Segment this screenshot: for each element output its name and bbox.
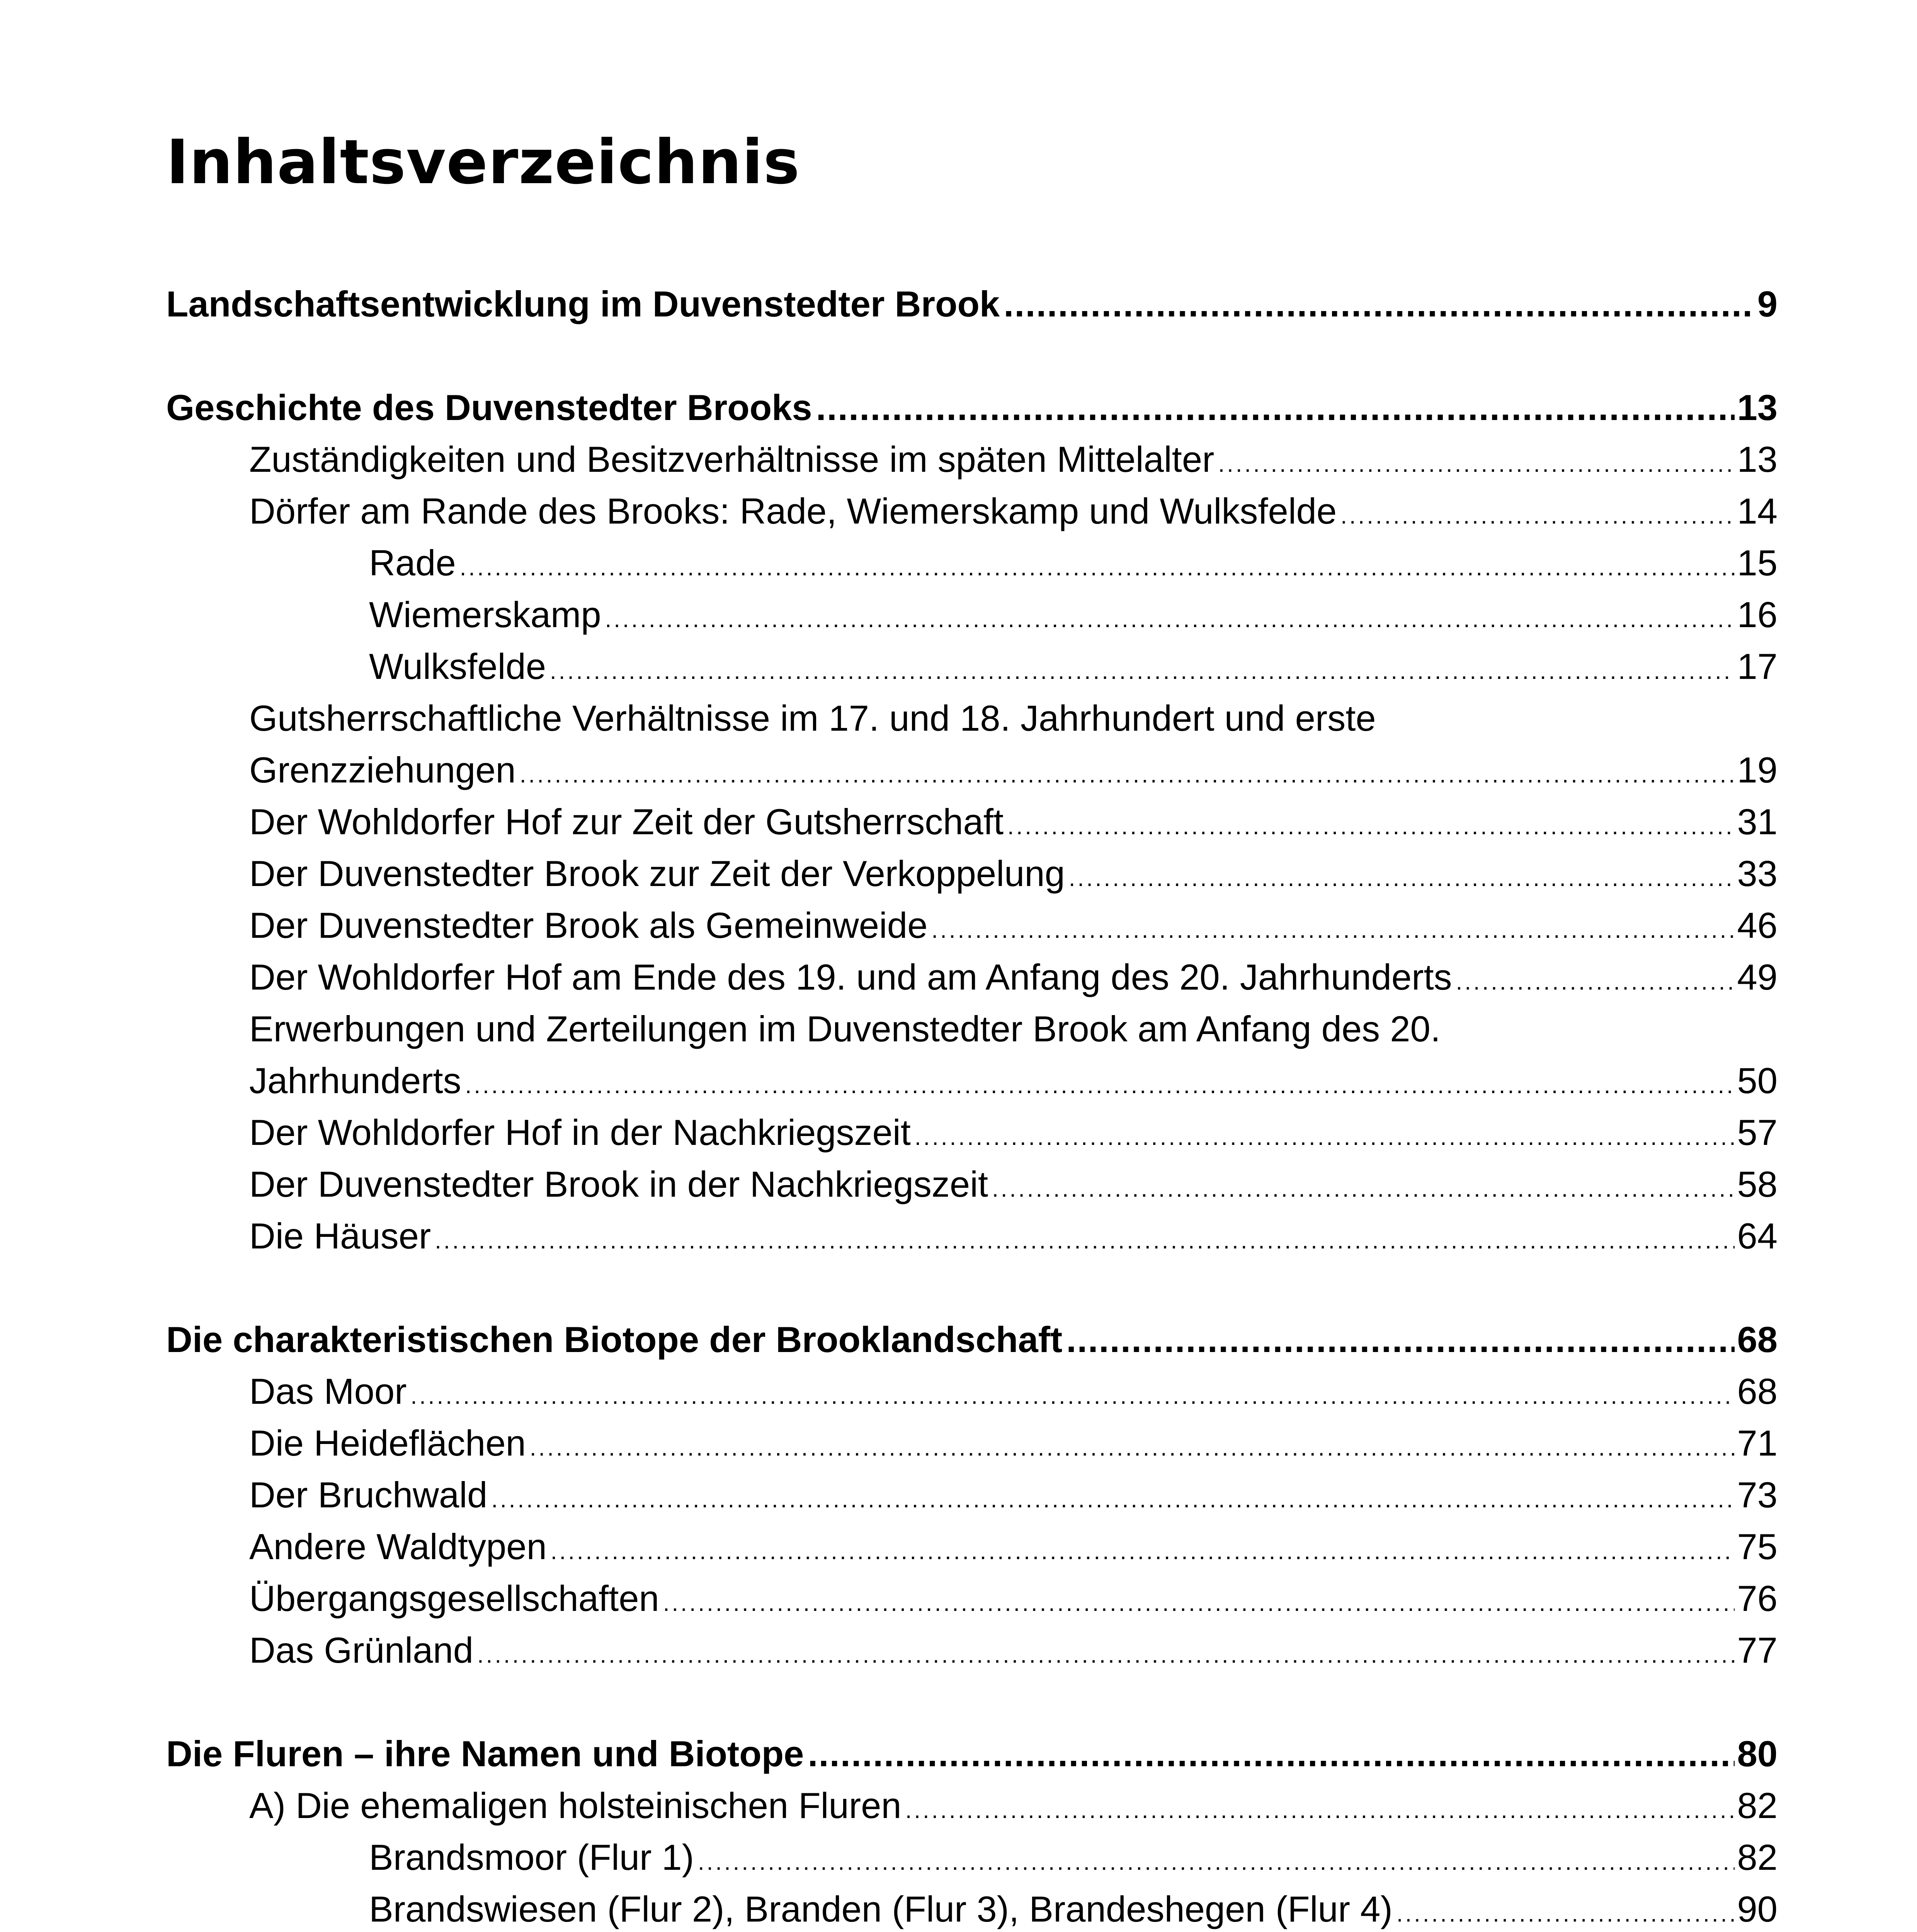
- dot-leader: [1456, 951, 1735, 1003]
- entry-title: Zuständigkeiten und Besitzverhältnisse im späten Mittelalter: [249, 439, 1214, 480]
- entry-title: Das Moor: [249, 1371, 407, 1412]
- dot-leader: [460, 537, 1735, 589]
- dot-leader: [992, 1158, 1735, 1210]
- dot-leader: [530, 1417, 1735, 1469]
- toc-subsection-entry[interactable]: [166, 1883, 1778, 1932]
- dot-leader: [435, 1210, 1735, 1262]
- toc-subchapter-entry[interactable]: [166, 692, 1778, 796]
- page-number: 46: [1737, 905, 1778, 946]
- toc-section: [166, 1728, 1778, 1932]
- entry-title: Landschaftsentwicklung im Duvenstedter Brook: [166, 284, 1000, 324]
- page-number: 15: [1737, 543, 1778, 583]
- entry-title: Gutsherrschaftliche Verhältnisse im 17. und 18. Jahrhundert und erste: [249, 698, 1376, 738]
- entry-title: Brandsmoor (Flur 1): [369, 1837, 694, 1878]
- dot-leader: [1004, 278, 1755, 330]
- toc-subchapter-entry[interactable]: [166, 1158, 1778, 1210]
- toc-subchapter-entry[interactable]: [166, 1573, 1778, 1624]
- entry-title: Rade: [369, 543, 456, 583]
- entry-title: Das Grünland: [249, 1630, 473, 1670]
- dot-leader: [1397, 1883, 1735, 1932]
- entry-title: Die Häuser: [249, 1216, 431, 1256]
- page-number: 80: [1737, 1733, 1778, 1774]
- page-number: 90: [1737, 1889, 1778, 1929]
- dot-leader: [1069, 848, 1735, 900]
- toc-chapter-entry[interactable]: [166, 278, 1778, 330]
- dot-leader: [808, 1728, 1735, 1780]
- toc-subchapter-entry[interactable]: [166, 1469, 1778, 1521]
- page-number: 71: [1737, 1423, 1778, 1463]
- entry-title: Die Fluren – ihre Namen und Biotope: [166, 1733, 804, 1774]
- toc-subsection-entry[interactable]: [166, 537, 1778, 589]
- toc-subchapter-entry[interactable]: [166, 951, 1778, 1003]
- dot-leader: [551, 1521, 1735, 1573]
- page-number: 49: [1737, 957, 1778, 997]
- dot-leader: [816, 382, 1735, 434]
- entry-title: Der Duvenstedter Brook als Gemeinweide: [249, 905, 928, 946]
- toc-chapter-entry[interactable]: [166, 1314, 1778, 1366]
- page-number: 9: [1757, 284, 1778, 324]
- entry-title: Andere Waldtypen: [249, 1526, 547, 1567]
- entry-title: Brandswiesen (Flur 2), Branden (Flur 3), Brandeshegen (Flur 4): [369, 1889, 1393, 1929]
- dot-leader: [1218, 434, 1735, 485]
- page-number: 76: [1737, 1578, 1778, 1619]
- page-number: 31: [1737, 801, 1778, 842]
- entry-title: Der Duvenstedter Brook zur Zeit der Verkoppelung: [249, 853, 1065, 894]
- page-number: 13: [1737, 439, 1778, 480]
- page-number: 82: [1737, 1785, 1778, 1826]
- dot-leader: [605, 589, 1735, 641]
- dot-leader: [915, 1107, 1735, 1158]
- entry-title: Wulksfelde: [369, 646, 546, 687]
- dot-leader: [931, 900, 1735, 951]
- page-number: 58: [1737, 1164, 1778, 1204]
- entry-title: Der Wohldorfer Hof zur Zeit der Gutsherrschaft: [249, 801, 1004, 842]
- page-title: Inhaltsverzeichnis: [166, 127, 800, 198]
- entry-title: Übergangsgesellschaften: [249, 1578, 659, 1619]
- page-number: 33: [1737, 853, 1778, 894]
- page-number: 68: [1737, 1319, 1778, 1360]
- dot-leader: [491, 1469, 1735, 1521]
- page-number: 77: [1737, 1630, 1778, 1670]
- entry-title: Der Wohldorfer Hof in der Nachkriegszeit: [249, 1112, 911, 1153]
- entry-title: Der Bruchwald: [249, 1475, 488, 1515]
- page-number: 57: [1737, 1112, 1778, 1153]
- toc-subchapter-entry[interactable]: [166, 1624, 1778, 1676]
- toc-subchapter-entry[interactable]: [166, 1210, 1778, 1262]
- toc-subchapter-entry[interactable]: [166, 848, 1778, 900]
- toc-subchapter-entry[interactable]: [166, 1521, 1778, 1573]
- page-number: 19: [1737, 750, 1778, 790]
- dot-leader: [550, 641, 1735, 692]
- entry-title: Die charakteristischen Biotope der Brooklandschaft: [166, 1319, 1063, 1360]
- toc-chapter-entry[interactable]: [166, 382, 1778, 434]
- dot-leader: [698, 1832, 1735, 1883]
- toc-subchapter-entry[interactable]: [166, 1366, 1778, 1417]
- page-number: 50: [1737, 1060, 1778, 1101]
- page-number: 13: [1737, 387, 1778, 428]
- toc-section: [166, 382, 1778, 1262]
- entry-title: Geschichte des Duvenstedter Brooks: [166, 387, 812, 428]
- toc-section: [166, 1314, 1778, 1676]
- dot-leader: [410, 1366, 1735, 1417]
- dot-leader: [477, 1624, 1735, 1676]
- toc-subchapter-entry[interactable]: [166, 1780, 1778, 1832]
- page-number: 14: [1737, 491, 1778, 531]
- page-number: 68: [1737, 1371, 1778, 1412]
- dot-leader: [663, 1573, 1735, 1624]
- page-number: 82: [1737, 1837, 1778, 1878]
- entry-title: Die Heideflächen: [249, 1423, 526, 1463]
- entry-title: Der Wohldorfer Hof am Ende des 19. und am Anfang des 20. Jahrhunderts: [249, 957, 1452, 997]
- entry-title: Wiemerskamp: [369, 594, 601, 635]
- toc-subsection-entry[interactable]: [166, 1832, 1778, 1883]
- toc-subsection-entry[interactable]: [166, 589, 1778, 641]
- page-number: 16: [1737, 594, 1778, 635]
- toc-subchapter-entry[interactable]: [166, 485, 1778, 537]
- entry-title: Jahrhunderts: [249, 1060, 461, 1101]
- toc-subchapter-entry[interactable]: [166, 434, 1778, 485]
- page-number: 73: [1737, 1475, 1778, 1515]
- entry-title: Der Duvenstedter Brook in der Nachkriegszeit: [249, 1164, 988, 1204]
- toc-chapter-entry[interactable]: [166, 1728, 1778, 1780]
- toc-subchapter-entry[interactable]: [166, 1003, 1778, 1107]
- dot-leader: [1007, 796, 1735, 848]
- page-number: 75: [1737, 1526, 1778, 1567]
- entry-title: Erwerbungen und Zerteilungen im Duvenstedter Brook am Anfang des 20.: [249, 1009, 1441, 1049]
- table-of-contents: [166, 278, 1778, 1932]
- toc-subchapter-entry[interactable]: [166, 1417, 1778, 1469]
- entry-title: Dörfer am Rande des Brooks: Rade, Wiemerskamp und Wulksfelde: [249, 491, 1337, 531]
- toc-section: [166, 278, 1778, 330]
- dot-leader: [1340, 485, 1735, 537]
- toc-subsection-entry[interactable]: [166, 641, 1778, 692]
- dot-leader: [905, 1780, 1735, 1832]
- entry-title: Grenzziehungen: [249, 750, 516, 790]
- dot-leader: [1066, 1314, 1735, 1366]
- dot-leader: [465, 1055, 1735, 1107]
- page-number: 17: [1737, 646, 1778, 687]
- toc-subchapter-entry[interactable]: [166, 900, 1778, 951]
- entry-title: A) Die ehemaligen holsteinischen Fluren: [249, 1785, 902, 1826]
- page-number: 64: [1737, 1216, 1778, 1256]
- dot-leader: [520, 744, 1735, 796]
- toc-subchapter-entry[interactable]: [166, 796, 1778, 848]
- toc-subchapter-entry[interactable]: [166, 1107, 1778, 1158]
